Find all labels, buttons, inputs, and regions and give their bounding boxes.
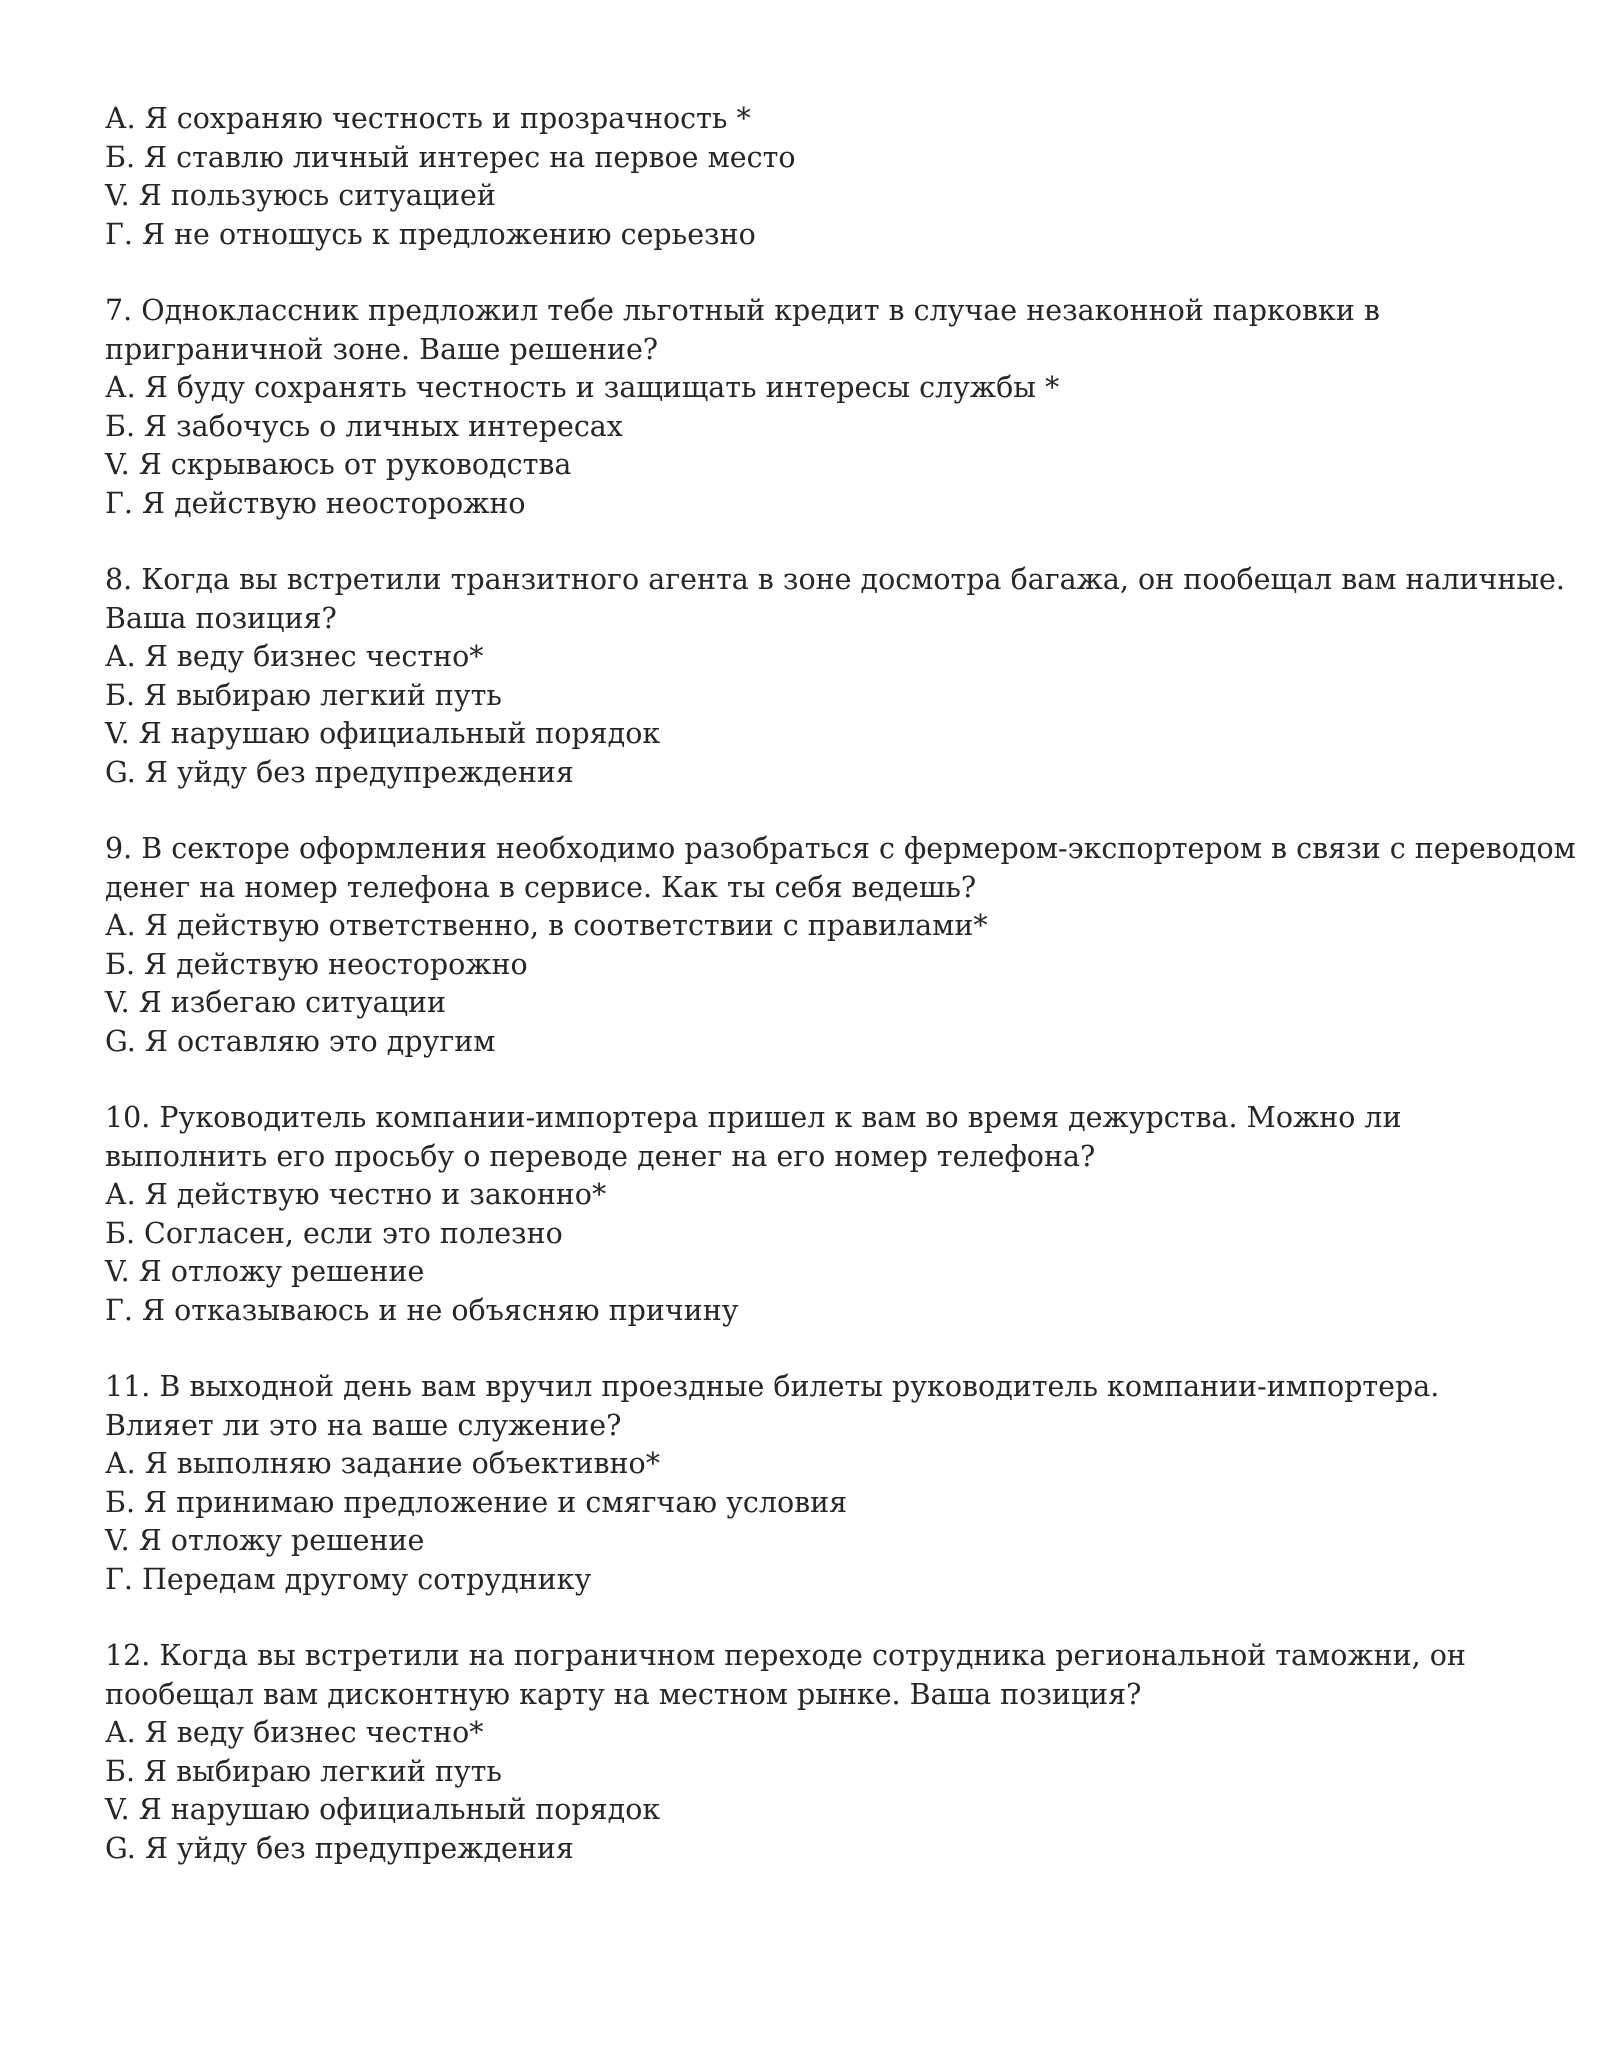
answer-option: Б. Согласен, если это полезно bbox=[105, 1216, 563, 1250]
answer-option: Б. Я выбираю легкий путь bbox=[105, 1754, 502, 1788]
answer-option: Г. Передам другому сотруднику bbox=[105, 1562, 592, 1596]
answer-option: V. Я отложу решение bbox=[105, 1524, 425, 1557]
question-block bbox=[105, 100, 1525, 254]
question-text: 12. Когда вы встретили на пограничном переходе сотрудника региональной таможни, он bbox=[105, 1639, 1466, 1672]
answer-option: Г. Я не отношусь к предложению серьезно bbox=[105, 217, 756, 251]
answer-option: А. Я веду бизнес честно* bbox=[105, 1716, 484, 1749]
answer-option: G. Я оставляю это другим bbox=[105, 1024, 496, 1058]
answer-option: А. Я буду сохранять честность и защищать интересы службы * bbox=[105, 371, 1060, 404]
answer-option: G. Я уйду без предупреждения bbox=[105, 755, 574, 789]
answer-option: V. Я нарушаю официальный порядок bbox=[105, 1793, 661, 1826]
question-block bbox=[105, 1637, 1525, 1868]
question-block bbox=[105, 1368, 1525, 1599]
answer-option: А. Я действую честно и законно* bbox=[105, 1178, 607, 1211]
answer-option: А. Я сохраняю честность и прозрачность * bbox=[105, 102, 751, 135]
question-block bbox=[105, 561, 1565, 792]
answer-option: V. Я скрываюсь от руководства bbox=[105, 448, 572, 481]
question-text: денег на номер телефона в сервисе. Как ты себя ведешь? bbox=[105, 870, 977, 904]
answer-option: G. Я уйду без предупреждения bbox=[105, 1831, 574, 1865]
answer-option: V. Я избегаю ситуации bbox=[105, 986, 446, 1019]
answer-option: Г. Я действую неосторожно bbox=[105, 486, 526, 520]
question-text: 9. В секторе оформления необходимо разобраться с фермером-экспортером в связи с переводом bbox=[105, 832, 1576, 865]
answer-option: Б. Я выбираю легкий путь bbox=[105, 678, 502, 712]
answer-option: V. Я отложу решение bbox=[105, 1255, 425, 1288]
document-page bbox=[105, 100, 1576, 1868]
answer-option: V. Я нарушаю официальный порядок bbox=[105, 717, 661, 750]
answer-option: V. Я пользуюсь ситуацией bbox=[105, 179, 496, 212]
question-block bbox=[105, 1099, 1525, 1330]
answer-option: Б. Я ставлю личный интерес на первое место bbox=[105, 140, 796, 174]
answer-option: А. Я веду бизнес честно* bbox=[105, 640, 484, 673]
answer-option: Г. Я отказываюсь и не объясняю причину bbox=[105, 1293, 739, 1327]
question-text: Влияет ли это на ваше служение? bbox=[105, 1408, 622, 1442]
answer-option: Б. Я забочусь о личных интересах bbox=[105, 409, 623, 443]
question-block bbox=[105, 830, 1576, 1061]
answer-option: Б. Я действую неосторожно bbox=[105, 947, 528, 981]
answer-option: А. Я выполняю задание объективно* bbox=[105, 1447, 660, 1480]
question-text: 8. Когда вы встретили транзитного агента в зоне досмотра багажа, он пообещал вам наличные. bbox=[105, 563, 1565, 596]
question-text: 7. Одноклассник предложил тебе льготный кредит в случае незаконной парковки в bbox=[105, 294, 1380, 327]
question-block bbox=[105, 292, 1525, 523]
answer-option: А. Я действую ответственно, в соответствии с правилами* bbox=[105, 909, 988, 942]
question-text: 10. Руководитель компании-импортера пришел к вам во время дежурства. Можно ли bbox=[105, 1101, 1402, 1134]
question-text: выполнить его просьбу о переводе денег на его номер телефона? bbox=[105, 1139, 1096, 1173]
question-text: 11. В выходной день вам вручил проездные билеты руководитель компании-импортера. bbox=[105, 1370, 1440, 1403]
question-text: Ваша позиция? bbox=[105, 601, 337, 635]
question-text: приграничной зоне. Ваше решение? bbox=[105, 332, 659, 366]
answer-option: Б. Я принимаю предложение и смягчаю условия bbox=[105, 1485, 848, 1519]
question-text: пообещал вам дисконтную карту на местном рынке. Ваша позиция? bbox=[105, 1677, 1142, 1711]
